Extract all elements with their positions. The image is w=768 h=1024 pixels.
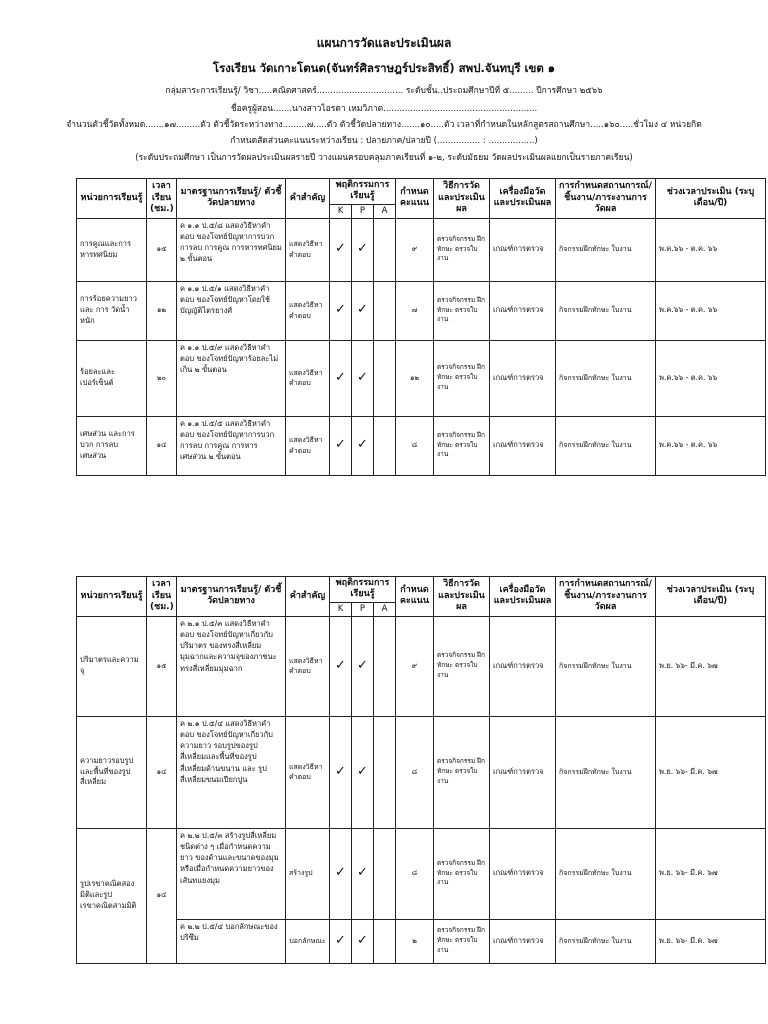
p-check-icon: ✓ [352,616,374,716]
period-cell: พ.ค.๖๖ - ต.ค. ๖๖ [656,218,766,281]
hours-cell: ๑๔ [147,828,177,963]
table-row [77,919,766,963]
method-cell: ตรวจกิจกรรม ฝึกทักษะ ตรวจใบงาน [434,218,490,281]
teacher-line: ชื่อครูผู้สอน.......นางสาวไอรดา เหมวิภาต......................................................... [230,104,538,114]
tool-cell: เกณฑ์การตรวจ [490,416,556,475]
col-k: K [330,602,352,616]
method-cell: ตรวจกิจกรรม ฝึกทักษะ ตรวจใบงาน [434,281,490,340]
a-cell [374,416,396,475]
score-cell: ๒ [396,919,434,963]
score-cell: ๘ [396,416,434,475]
col-a: A [374,602,396,616]
p-check-icon: ✓ [352,281,374,340]
col-p: P [352,602,374,616]
k-check-icon: ✓ [330,616,352,716]
k-check-icon: ✓ [330,340,352,416]
col-situation: การกำหนดสถานการณ์/ชิ้นงาน/ภาระงานการวัดผล [556,179,656,219]
unit-cell: ร้อยละและเปอร์เซ็นต์ [77,340,147,416]
col-unit: หน่วยการเรียนรู้ [77,179,147,219]
hours-cell: ๑๒ [147,281,177,340]
measurement-table-2 [76,576,766,964]
col-method: วิธีการวัดและประเมินผล [434,577,490,617]
p-check-icon: ✓ [352,828,374,919]
standard-cell: ค ๒.๑ ป.๕/๓ แสดงวิธีหาคำตอบ ของโจทย์ปัญหาเกี่ยวกับปริมาตร ของทรงสี่เหลี่ยมมุมฉากและความจุของภาชนะทรงสี่เหลี่ยมมุมฉาก [177,616,286,716]
unit-cell: ความยาวรอบรูปและพื้นที่ของรูปสี่เหลี่ยม [77,716,147,828]
hours-cell: ๒๐ [147,340,177,416]
col-hours: เวลาเรียน (ชม.) [147,179,177,219]
col-period: ช่วงเวลาประเมิน (ระบุ เดือน/ปี) [656,577,766,617]
k-check-icon: ✓ [330,828,352,919]
method-cell: ตรวจกิจกรรม ฝึกทักษะ ตรวจใบงาน [434,340,490,416]
method-cell: ตรวจกิจกรรม ฝึกทักษะ ตรวจใบงาน [434,616,490,716]
hours-cell: ๑๕ [147,218,177,281]
note-line: (ระดับประถมศึกษา เป็นการวัดผลประเมินผลรายปี วางแผนครอบคลุมภาคเรียนที่ ๑-๒, ระดับมัธยม วัดผลประเมินผลแยกเป็นรายภาคเรียน) [135,153,633,163]
col-standard: มาตรฐานการเรียนรู้/ ตัวชี้วัดปลายทาง [177,179,286,219]
col-keyword: คำสำคัญ [286,179,330,219]
col-unit: หน่วยการเรียนรู้ [77,577,147,617]
score-cell: ๙ [396,616,434,716]
score-ratio-line: กำหนดสัดส่วนคะแนนระหว่างเรียน : ปลายภาค/ปลายปี (................ : .................) [230,136,538,146]
col-score: กำหนดคะแนน [396,179,434,219]
keyword-cell: แสดงวิธีหาคำตอบ [286,616,330,716]
table-row [77,340,766,416]
subject-line: กลุ่มสาระการเรียนรู้/ วิชา.....คณิตศาสตร์................................ ระดับชั้น..ประถมศึกษาปีที่ ๕......... ปีการศึกษา ๒๕๖๖ [165,86,603,96]
score-cell: ๘ [396,716,434,828]
standard-cell: ค ๒.๒ ป.๕/๔ บอกลักษณะของ ปริซึม [177,919,286,963]
keyword-cell: แสดงวิธีหาคำตอบ [286,281,330,340]
hours-cell: ๑๔ [147,416,177,475]
keyword-cell: บอกลักษณะ [286,919,330,963]
col-p: P [352,204,374,218]
table-row [77,416,766,475]
a-cell [374,919,396,963]
col-k: K [330,204,352,218]
a-cell [374,616,396,716]
col-tool: เครื่องมือวัดและประเมินผล [490,179,556,219]
p-check-icon: ✓ [352,716,374,828]
a-cell [374,218,396,281]
tool-cell: เกณฑ์การตรวจ [490,218,556,281]
score-cell: ๑๒ [396,340,434,416]
measurement-table-1 [76,178,766,476]
col-standard: มาตรฐานการเรียนรู้/ ตัวชี้วัดปลายทาง [177,577,286,617]
method-cell: ตรวจกิจกรรม ฝึกทักษะ ตรวจใบงาน [434,416,490,475]
period-cell: พ.ย. ๖๖- มี.ค. ๖๗ [656,919,766,963]
tool-cell: เกณฑ์การตรวจ [490,716,556,828]
table-row [77,281,766,340]
tool-cell: เกณฑ์การตรวจ [490,340,556,416]
col-tool: เครื่องมือวัดและประเมินผล [490,577,556,617]
k-check-icon: ✓ [330,416,352,475]
situation-cell: กิจกรรมฝึกทักษะ ใบงาน [556,616,656,716]
keyword-cell: สร้างรูป [286,828,330,919]
method-cell: ตรวจกิจกรรม ฝึกทักษะ ตรวจใบงาน [434,716,490,828]
method-cell: ตรวจกิจกรรม ฝึกทักษะ ตรวจใบงาน [434,828,490,919]
period-cell: พ.ย. ๖๖- มี.ค. ๖๗ [656,716,766,828]
period-cell: พ.ย. ๖๖- มี.ค. ๖๗ [656,616,766,716]
tool-cell: เกณฑ์การตรวจ [490,616,556,716]
score-cell: ๘ [396,828,434,919]
col-score: กำหนดคะแนน [396,577,434,617]
a-cell [374,828,396,919]
method-cell: ตรวจกิจกรรม ฝึกทักษะ ตรวจใบงาน [434,919,490,963]
situation-cell: กิจกรรมฝึกทักษะ ใบงาน [556,340,656,416]
situation-cell: กิจกรรมฝึกทักษะ ใบงาน [556,828,656,919]
school-name: โรงเรียน วัดเกาะโตนด(จันทร์ศิลราษฎร์ประสิทธิ์) สพป.จันทบุรี เขต ๑ [212,61,556,75]
tool-cell: เกณฑ์การตรวจ [490,281,556,340]
situation-cell: กิจกรรมฝึกทักษะ ใบงาน [556,281,656,340]
table-row [77,218,766,281]
k-check-icon: ✓ [330,716,352,828]
table-row [77,828,766,919]
col-keyword: คำสำคัญ [286,577,330,617]
tool-cell: เกณฑ์การตรวจ [490,828,556,919]
period-cell: พ.ค.๖๖ - ต.ค. ๖๖ [656,281,766,340]
indicator-count-line: จำนวนตัวชี้วัดทั้งหมด.......๑๗.........ตัว ตัวชี้วัดระหว่างทาง.........๗.....ตัว ตัวชี้วัดปลายทาง.......๑๐.....ตัว เวลาที่กำหนดในหลักสูตรสถานศึกษา.....๑๖๐.....ชั่วโมง ๔ หน่วยกิต [66,120,702,130]
situation-cell: กิจกรรมฝึกทักษะ ใบงาน [556,919,656,963]
col-behavior: พฤติกรรมการเรียนรู้ [330,179,396,205]
situation-cell: กิจกรรมฝึกทักษะ ใบงาน [556,416,656,475]
period-cell: พ.ค.๖๖ - ต.ค. ๖๖ [656,416,766,475]
standard-cell: ค ๒.๑ ป.๕/๔ แสดงวิธีหาคำตอบ ของโจทย์ปัญหาเกี่ยวกับความยาว รอบรูปของรูปสี่เหลี่ยมและพื้นที่ของรูปสี่เหลี่ยมด้านขนาน และ รูปสี่เหลี่ยมขนมเปียกปูน [177,716,286,828]
unit-cell: รูปเรขาคณิตสองมิติและรูปเรขาคณิตสามมิติ [77,828,147,963]
keyword-cell: แสดงวิธีหาคำตอบ [286,416,330,475]
standard-cell: ค ๑.๑ ป.๕/๙ แสดงวิธีหาคำตอบ ของโจทย์ปัญหาร้อยละไม่เกิน ๒ ขั้นตอน [177,340,286,416]
a-cell [374,716,396,828]
col-behavior: พฤติกรรมการเรียนรู้ [330,577,396,603]
standard-cell: ค ๑.๑ ป.๕/๑ แสดงวิธีหาคำตอบ ของโจทย์ปัญหาโดยใช้ บัญญัติไตรยางศ์ [177,281,286,340]
standard-cell: ค ๑.๑ ป.๕/๘ แสดงวิธีหาคำตอบ ของโจทย์ปัญหาการบวก การลบ การคูณ การหารทศนิยม ๒ ขั้นตอน [177,218,286,281]
score-cell: ๙ [396,218,434,281]
page-title: แผนการวัดและประเมินผล [316,36,452,50]
situation-cell: กิจกรรมฝึกทักษะ ใบงาน [556,218,656,281]
k-check-icon: ✓ [330,919,352,963]
unit-cell: การร้อยความยาวและ การ วัดน้ำหนัก [77,281,147,340]
period-cell: พ.ย. ๖๖- มี.ค. ๖๗ [656,828,766,919]
col-method: วิธีการวัดและประเมินผล [434,179,490,219]
keyword-cell: แสดงวิธีหาคำตอบ [286,716,330,828]
col-hours: เวลาเรียน (ชม.) [147,577,177,617]
period-cell: พ.ค.๖๖ - ต.ค. ๖๖ [656,340,766,416]
unit-cell: ปริมาตรและความจุ [77,616,147,716]
keyword-cell: แสดงวิธีหาคำตอบ [286,218,330,281]
tool-cell: เกณฑ์การตรวจ [490,919,556,963]
score-cell: ๗ [396,281,434,340]
hours-cell: ๑๔ [147,716,177,828]
col-situation: การกำหนดสถานการณ์/ชิ้นงาน/ภาระงานการวัดผล [556,577,656,617]
table-row [77,716,766,828]
standard-cell: ค ๒.๒ ป.๕/๓ สร้างรูปสี่เหลี่ยม ชนิดต่าง ๆ เมื่อกำหนดความยาว ของด้านและขนาดของมุมหรือเมื่อกำหนดความยาวของเส้นทแยงมุม [177,828,286,919]
p-check-icon: ✓ [352,919,374,963]
table-row [77,616,766,716]
keyword-cell: แสดงวิธีหาคำตอบ [286,340,330,416]
col-a: A [374,204,396,218]
a-cell [374,340,396,416]
unit-cell: เศษส่วน และการบวก การลบ เศษส่วน [77,416,147,475]
col-period: ช่วงเวลาประเมิน (ระบุ เดือน/ปี) [656,179,766,219]
p-check-icon: ✓ [352,218,374,281]
standard-cell: ค ๑.๑ ป.๕/๕ แสดงวิธีหาคำตอบ ของโจทย์ปัญหาการบวก การลบ การคูณ การหาร เศษส่วน ๒ ขั้นตอน [177,416,286,475]
k-check-icon: ✓ [330,218,352,281]
unit-cell: การคูณและการหารทศนิยม [77,218,147,281]
hours-cell: ๑๕ [147,616,177,716]
k-check-icon: ✓ [330,281,352,340]
a-cell [374,281,396,340]
p-check-icon: ✓ [352,340,374,416]
situation-cell: กิจกรรมฝึกทักษะ ใบงาน [556,716,656,828]
p-check-icon: ✓ [352,416,374,475]
